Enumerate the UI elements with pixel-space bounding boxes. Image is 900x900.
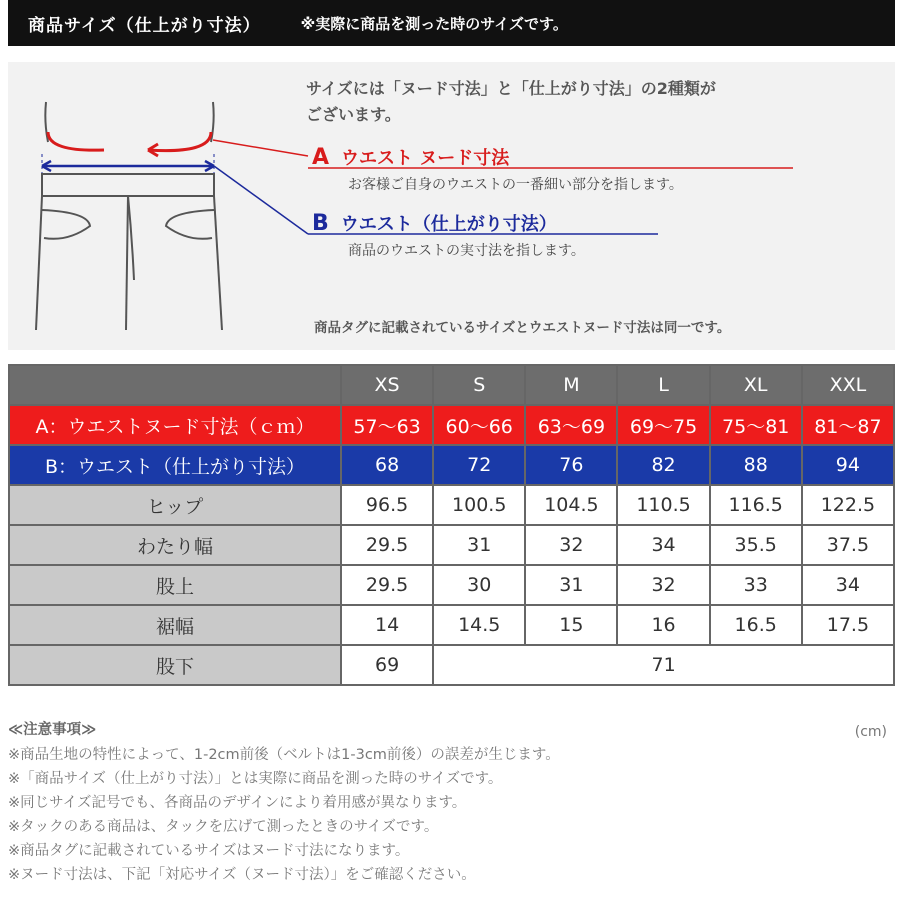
table-cell: 34	[802, 565, 894, 605]
size-table	[8, 364, 895, 686]
size-xl: XL	[710, 365, 802, 405]
row-label: B：ウエスト（仕上がり寸法）	[9, 445, 341, 485]
header-note: ※実際に商品を測った時のサイズです。	[300, 14, 568, 33]
table-cell: 60〜66	[433, 405, 525, 445]
table-cell: 63〜69	[525, 405, 617, 445]
table-cell: 110.5	[617, 485, 709, 525]
note-line: ※商品タグに記載されているサイズはヌード寸法になります。	[8, 843, 410, 859]
table-cell: 75〜81	[710, 405, 802, 445]
table-cell: 96.5	[341, 485, 433, 525]
table-cell: 16.5	[710, 605, 802, 645]
size-l: L	[617, 365, 709, 405]
label-a-text: ウエスト ヌード寸法	[341, 148, 510, 169]
note-line: ※「商品サイズ（仕上がり寸法）」とは実際に商品を測った時のサイズです。	[8, 771, 503, 787]
table-cell: 32	[525, 525, 617, 565]
row-thigh	[9, 525, 894, 565]
row-waist-finished	[9, 445, 894, 485]
table-cell: 72	[433, 445, 525, 485]
label-b-desc: 商品のウエストの実寸法を指します。	[348, 243, 585, 259]
row-label: 裾幅	[9, 605, 341, 645]
table-cell: 15	[525, 605, 617, 645]
table-cell: 69〜75	[617, 405, 709, 445]
note-line: ※タックのある商品は、タックを広げて測ったときのサイズです。	[8, 819, 439, 835]
label-a-letter: A	[312, 145, 330, 170]
note-line: ※同じサイズ記号でも、各商品のデザインにより着用感が異なります。	[8, 795, 467, 811]
table-cell: 35.5	[710, 525, 802, 565]
table-cell: 122.5	[802, 485, 894, 525]
size-xxl: XXL	[802, 365, 894, 405]
table-cell: 100.5	[433, 485, 525, 525]
row-hem	[9, 605, 894, 645]
table-cell: 32	[617, 565, 709, 605]
row-inseam	[9, 645, 894, 685]
table-cell: 31	[525, 565, 617, 605]
table-cell: 29.5	[341, 525, 433, 565]
row-label: A：ウエストヌード寸法（ｃｍ）	[9, 405, 341, 445]
table-cell: 68	[341, 445, 433, 485]
row-hip	[9, 485, 894, 525]
table-corner	[9, 365, 341, 405]
table-cell: 34	[617, 525, 709, 565]
table-cell: 33	[710, 565, 802, 605]
intro-text	[306, 76, 716, 128]
row-label: 股上	[9, 565, 341, 605]
table-cell: 16	[617, 605, 709, 645]
table-cell: 29.5	[341, 565, 433, 605]
row-rise	[9, 565, 894, 605]
table-cell: 81〜87	[802, 405, 894, 445]
notes-section	[8, 718, 895, 887]
unit-label: (cm)	[854, 724, 887, 740]
row-waist-nude	[9, 405, 894, 445]
panel-footnote: 商品タグに記載されているサイズとウエストヌード寸法は同一です。	[314, 320, 731, 336]
note-line: ※商品生地の特性によって、1-2cm前後（ベルトは1-3cm前後）の誤差が生じます。	[8, 747, 560, 763]
table-cell: 14	[341, 605, 433, 645]
table-cell: 76	[525, 445, 617, 485]
note-line: ※ヌード寸法は、下記「対応サイズ（ヌード寸法）」をご確認ください。	[8, 867, 476, 883]
table-cell: 37.5	[802, 525, 894, 565]
size-m: M	[525, 365, 617, 405]
table-cell-merged: 71	[433, 645, 894, 685]
label-b-letter: B	[312, 211, 329, 236]
label-a	[312, 144, 509, 170]
size-header-row	[9, 365, 894, 405]
size-xs: XS	[341, 365, 433, 405]
label-b	[312, 210, 557, 236]
table-cell: 116.5	[710, 485, 802, 525]
table-cell: 82	[617, 445, 709, 485]
size-s: S	[433, 365, 525, 405]
table-cell: 17.5	[802, 605, 894, 645]
table-cell: 57〜63	[341, 405, 433, 445]
row-label: ヒップ	[9, 485, 341, 525]
table-cell: 94	[802, 445, 894, 485]
table-cell: 30	[433, 565, 525, 605]
page-header	[8, 0, 895, 46]
intro-line-1: サイズには「ヌード寸法」と「仕上がり寸法」の2種類が	[306, 79, 716, 98]
table-cell: 31	[433, 525, 525, 565]
row-label: 股下	[9, 645, 341, 685]
label-a-desc: お客様ご自身のウエストの一番細い部分を指します。	[348, 177, 683, 193]
row-label: わたり幅	[9, 525, 341, 565]
notes-title: ≪注意事項≫	[8, 722, 97, 738]
label-b-text: ウエスト（仕上がり寸法）	[340, 214, 557, 235]
intro-line-2: ございます。	[306, 105, 401, 124]
table-cell: 69	[341, 645, 433, 685]
table-cell: 104.5	[525, 485, 617, 525]
header-title: 商品サイズ（仕上がり寸法）	[28, 15, 261, 36]
table-cell: 88	[710, 445, 802, 485]
table-cell: 14.5	[433, 605, 525, 645]
measurement-guide-panel	[8, 62, 895, 350]
